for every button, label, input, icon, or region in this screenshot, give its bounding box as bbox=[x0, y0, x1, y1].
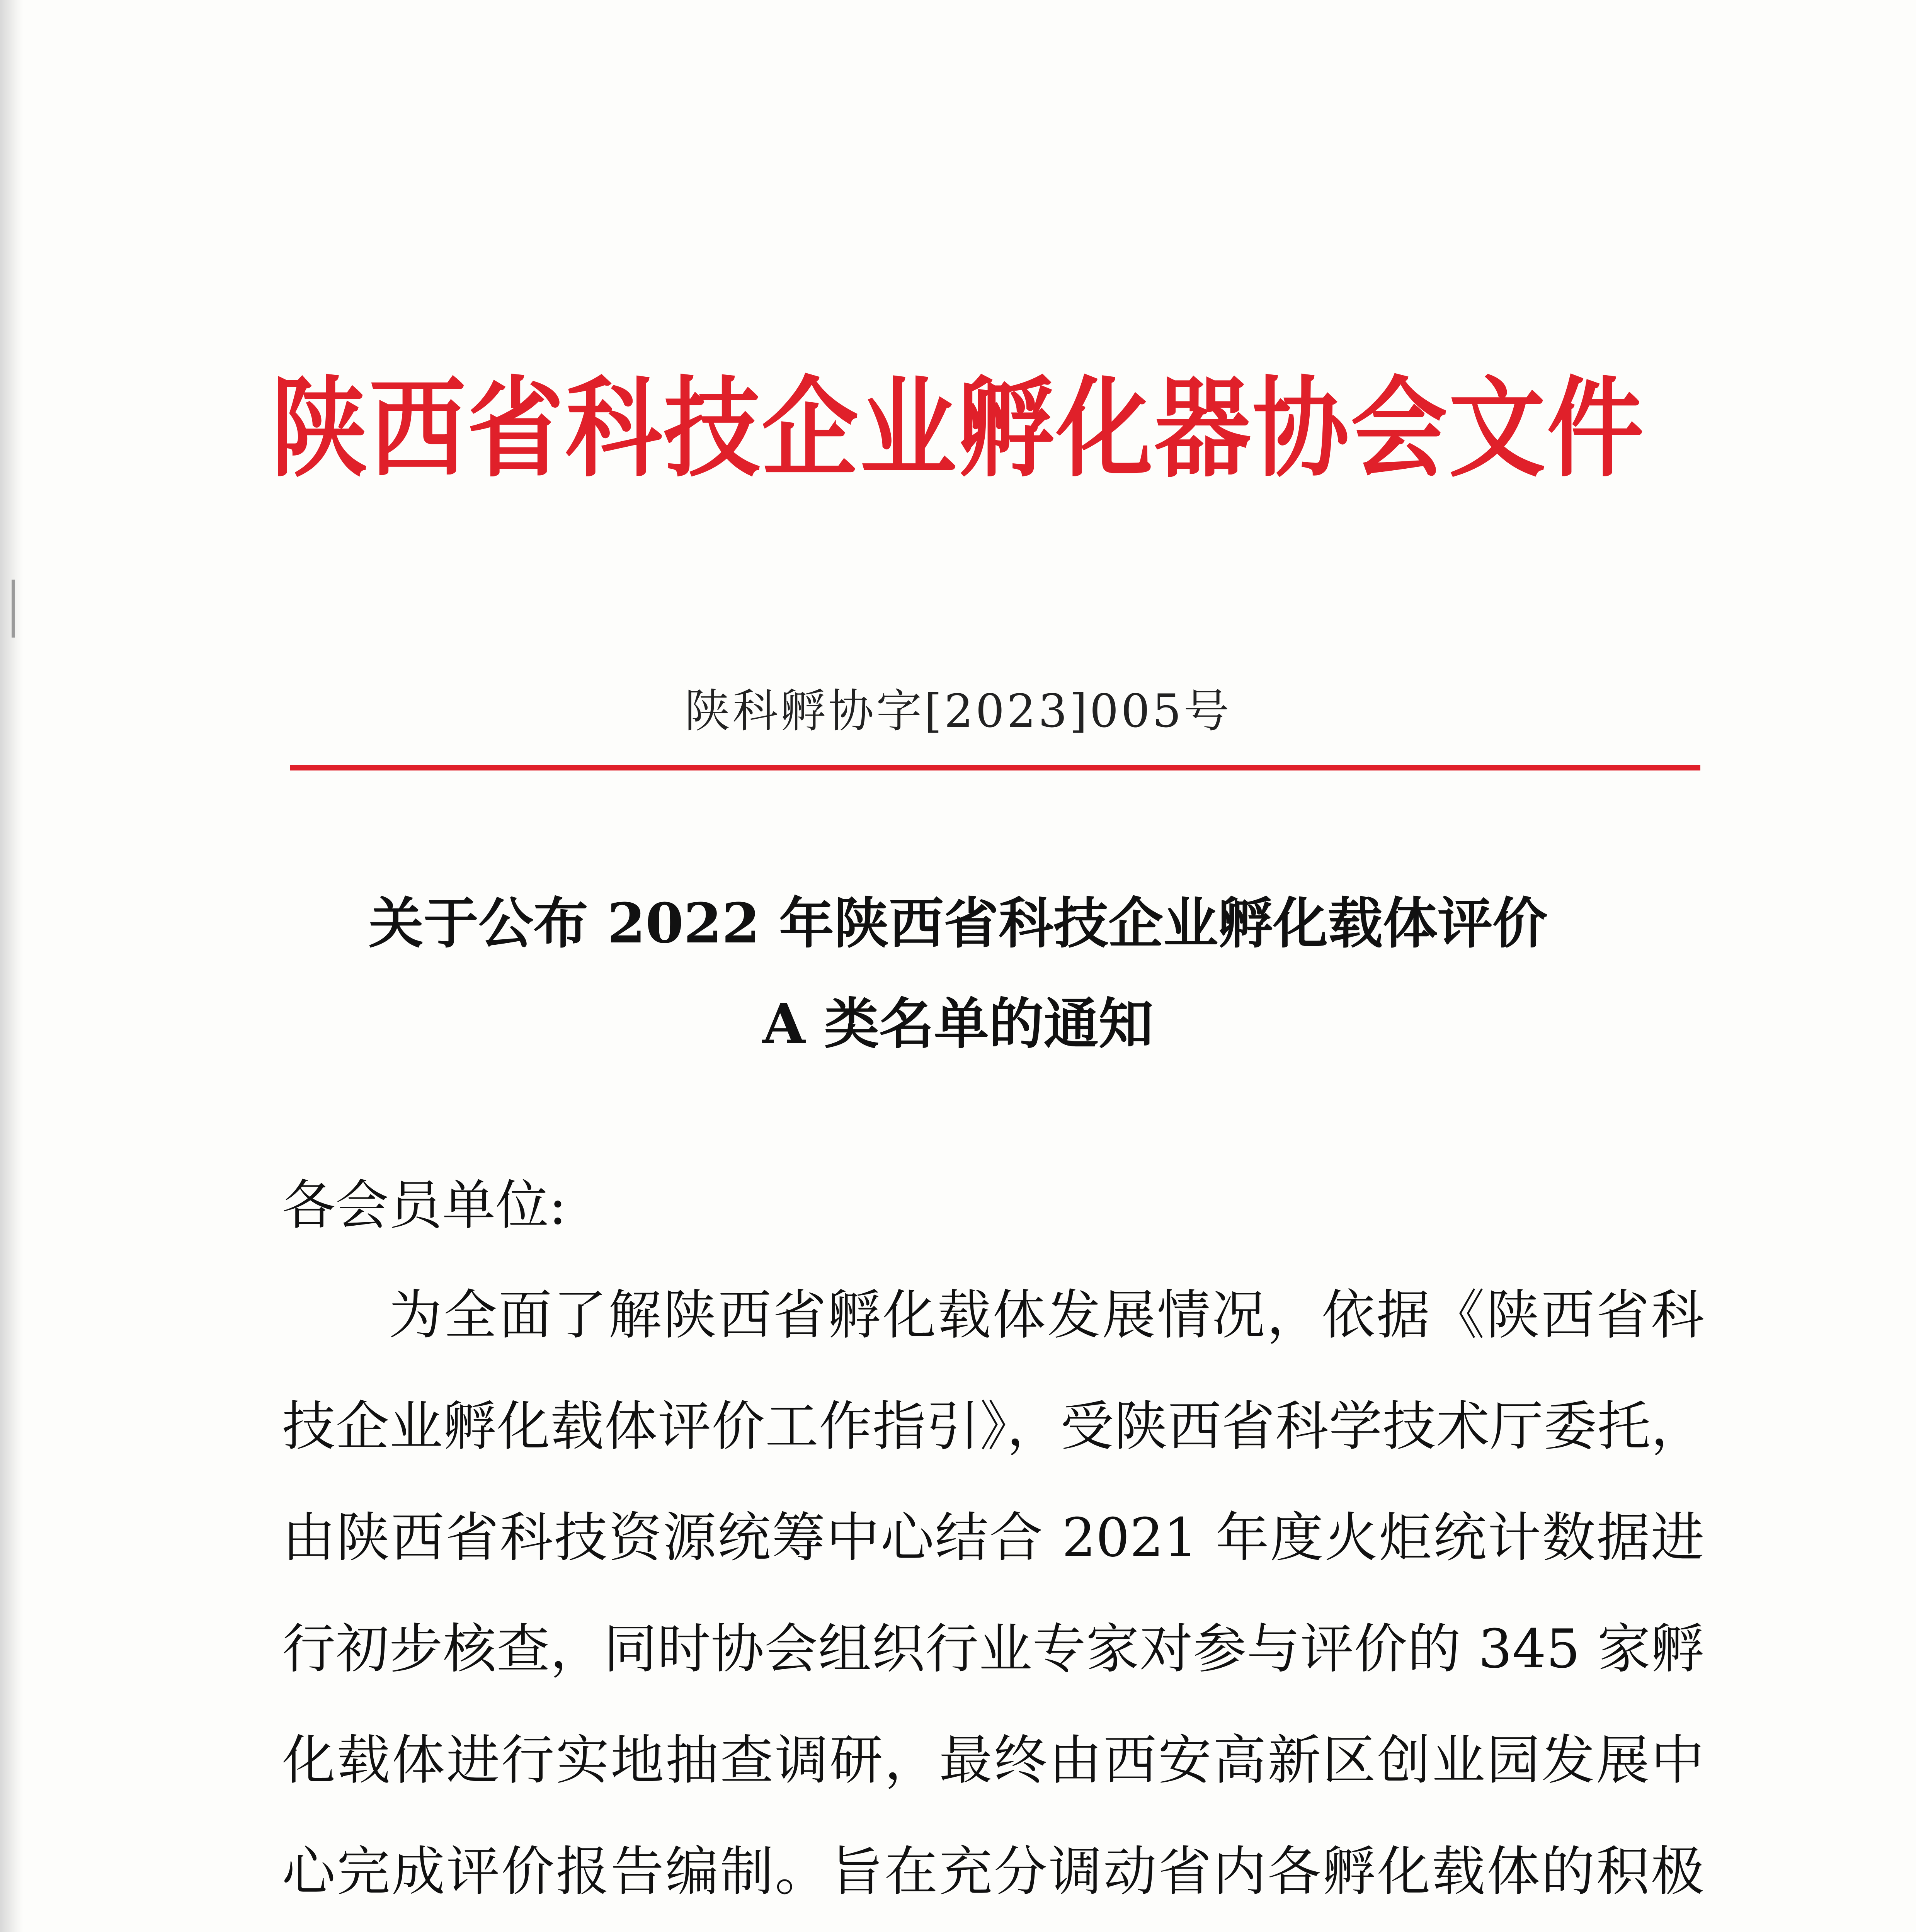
body-text bbox=[282, 1260, 1704, 1932]
body-paragraph-1: 为全面了解陕西省孵化载体发展情况，依据《陕西省科技企业孵化载体评价工作指引》，受陕西省科学技术厅委托，由陕西省科技资源统筹中心结合 2021 年度火炬统计数据进行初步核查，同时协会组织行业专家对参与评价的 345 家孵化载体进行实地抽查调研，最终由西安高新区创业园发展中心完成评价报告编制。旨在充分调动省内各孵化载体的积极 bbox=[282, 1284, 1704, 1903]
document-number: 陕科孵协字[2023]005号 bbox=[684, 684, 1232, 738]
organization-title: 陕西省科技企业孵化器协会文件 bbox=[271, 366, 1645, 492]
notice-title bbox=[0, 873, 1916, 1074]
binding-mark bbox=[12, 580, 15, 638]
salutation: 各会员单位: bbox=[282, 1174, 567, 1236]
notice-title-line-1: 关于公布 2022 年陕西省科技企业孵化载体评价 bbox=[368, 891, 1548, 956]
notice-title-line-2: A 类名单的通知 bbox=[762, 992, 1154, 1056]
header-divider bbox=[290, 765, 1700, 770]
